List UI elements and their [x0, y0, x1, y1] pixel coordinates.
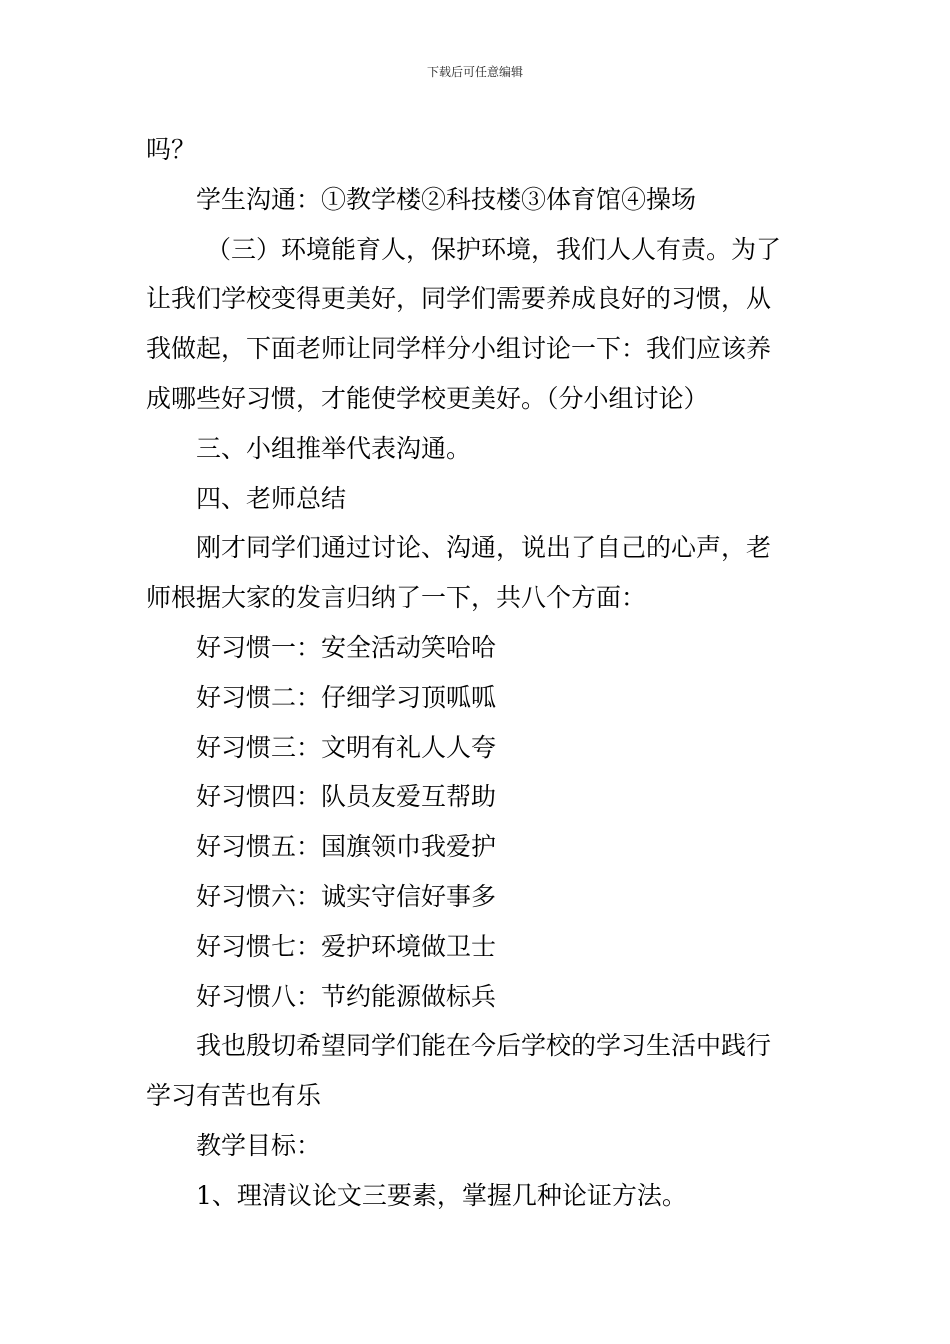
text-line-21: 教学目标： [196, 1130, 322, 1160]
text-line-3: （三）环境能育人，保护环境，我们人人有责。为了 [206, 234, 782, 264]
text-line-10: 师根据大家的发言归纳了一下，共八个方面： [146, 583, 647, 613]
section-title: 学习有苦也有乐 [146, 1081, 322, 1111]
habit-line-4: 好习惯四：队员友爱互帮助 [196, 782, 497, 812]
document-body [146, 125, 808, 1221]
habit-line-6: 好习惯六：诚实守信好事多 [196, 881, 497, 911]
text-line-9: 刚才同学们通过讨论、沟通，说出了自己的心声，老 [196, 533, 772, 563]
habit-line-5: 好习惯五：国旗领巾我爱护 [196, 832, 497, 862]
text-line-6: 成哪些好习惯，才能使学校更美好。（分小组讨论） [146, 383, 709, 413]
text-line-8: 四、老师总结 [196, 483, 347, 513]
habit-line-3: 好习惯三：文明有礼人人夸 [196, 732, 497, 762]
text-line-22: 1、理清议论文三要素，掌握几种论证方法。 [196, 1180, 687, 1210]
text-line-5: 我做起，下面老师让同学样分小组讨论一下：我们应该养 [146, 334, 772, 364]
text-line-19: 我也殷切希望同学们能在今后学校的学习生活中践行 [196, 1031, 772, 1061]
text-line-2: 学生沟通：①教学楼②科技楼③体育馆④操场 [196, 184, 697, 214]
habit-line-2: 好习惯二：仔细学习顶呱呱 [196, 682, 497, 712]
text-line-4: 让我们学校变得更美好，同学们需要养成良好的习惯，从 [146, 284, 772, 314]
page-header: 下载后可任意编辑 [426, 65, 523, 79]
habit-line-8: 好习惯八：节约能源做标兵 [196, 981, 497, 1011]
habit-line-7: 好习惯七：爱护环境做卫士 [196, 931, 497, 961]
text-line-1: 吗？ [146, 135, 197, 164]
habit-line-1: 好习惯一：安全活动笑哈哈 [196, 632, 497, 662]
text-line-7: 三、小组推举代表沟通。 [196, 433, 472, 463]
